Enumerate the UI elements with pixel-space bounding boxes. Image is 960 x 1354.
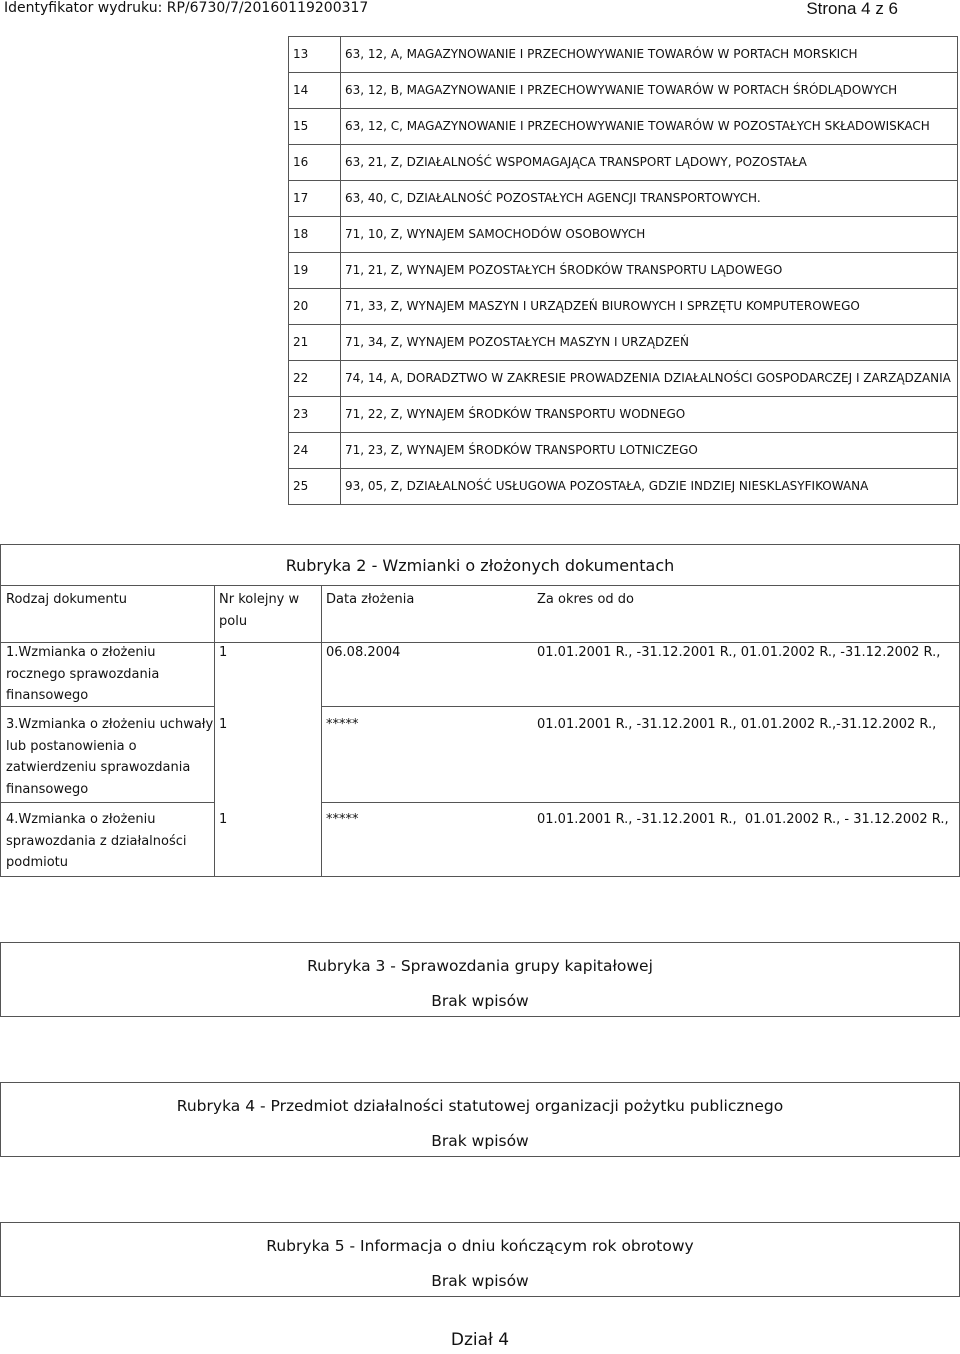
table-row: [289, 145, 958, 181]
row-number: 14: [289, 73, 341, 109]
rubryka-2-title: Rubryka 2 - Wzmianki o złożonych dokumentach: [285, 556, 675, 575]
table-row: [289, 289, 958, 325]
row-text: 93, 05, Z, DZIAŁALNOŚĆ USŁUGOWA POZOSTAŁA, GDZIE INDZIEJ NIESKLASYFIKOWANA: [341, 469, 958, 505]
row-text: 63, 12, C, MAGAZYNOWANIE I PRZECHOWYWANIE TOWARÓW W POZOSTAŁYCH SKŁADOWISKACH: [341, 109, 958, 145]
row-text: 71, 22, Z, WYNAJEM ŚRODKÓW TRANSPORTU WODNEGO: [341, 397, 958, 433]
rubryka-5-section: [0, 1222, 960, 1297]
row-number: 13: [289, 37, 341, 73]
page-number: Strona 4 z 6: [806, 0, 898, 18]
table-row: [289, 217, 958, 253]
period-cell: 01.01.2001 R., -31.12.2001 R., 01.01.2002 R., - 31.12.2002 R.,: [537, 812, 949, 827]
table-row: [289, 181, 958, 217]
divider: [1, 585, 959, 586]
filing-date-cell: *****: [326, 717, 359, 732]
row-number: 21: [289, 325, 341, 361]
rubryka-4-status: Brak wpisów: [431, 1132, 529, 1150]
rubryka-5-title: Rubryka 5 - Informacja o dniu kończącym rok obrotowy: [266, 1237, 694, 1255]
header-doc-type: Rodzaj dokumentu: [6, 592, 127, 607]
row-text: 63, 12, A, MAGAZYNOWANIE I PRZECHOWYWANIE TOWARÓW W PORTACH MORSKICH: [341, 37, 958, 73]
field-number-cell: 1: [219, 645, 228, 660]
rubryka-3-section: [0, 942, 960, 1017]
rubryka-4-title: Rubryka 4 - Przedmiot działalności statutowej organizacji pożytku publicznego: [176, 1097, 784, 1115]
header-field-number: Nr kolejny w polu: [219, 592, 300, 629]
rubryka-5-status: Brak wpisów: [431, 1272, 529, 1290]
table-row: [289, 73, 958, 109]
table-row: [289, 253, 958, 289]
row-number: 17: [289, 181, 341, 217]
table-row: [289, 433, 958, 469]
row-number: 24: [289, 433, 341, 469]
filing-date-cell: *****: [326, 812, 359, 827]
row-number: 19: [289, 253, 341, 289]
filing-date-cell: 06.08.2004: [326, 645, 401, 660]
table-row: [289, 109, 958, 145]
header-period: Za okres od do: [537, 592, 634, 607]
row-number: 18: [289, 217, 341, 253]
print-identifier: Identyfikator wydruku: RP/6730/7/20160119200317: [4, 0, 369, 16]
doc-type-cell: 3.Wzmianka o złożeniu uchwały lub postanowienia o zatwierdzeniu sprawozdania finansowego: [6, 717, 214, 797]
rubryka-4-section: [0, 1082, 960, 1157]
pkd-activity-table: [288, 36, 958, 505]
divider: [1, 706, 214, 707]
doc-type-cell: 4.Wzmianka o złożeniu sprawozdania z działalności podmiotu: [6, 812, 187, 870]
row-text: 71, 33, Z, WYNAJEM MASZYN I URZĄDZEŃ BIUROWYCH I SPRZĘTU KOMPUTEROWEGO: [341, 289, 958, 325]
divider: [1, 802, 214, 803]
divider: [321, 802, 959, 803]
row-text: 63, 40, C, DZIAŁALNOŚĆ POZOSTAŁYCH AGENCJI TRANSPORTOWYCH.: [341, 181, 958, 217]
field-number-cell: 1: [219, 812, 228, 827]
row-number: 20: [289, 289, 341, 325]
row-text: 63, 21, Z, DZIAŁALNOŚĆ WSPOMAGAJĄCA TRANSPORT LĄDOWY, POZOSTAŁA: [341, 145, 958, 181]
row-text: 71, 34, Z, WYNAJEM POZOSTAŁYCH MASZYN I URZĄDZEŃ: [341, 325, 958, 361]
field-number-cell: 1: [219, 717, 228, 732]
row-number: 22: [289, 361, 341, 397]
row-text: 71, 21, Z, WYNAJEM POZOSTAŁYCH ŚRODKÓW TRANSPORTU LĄDOWEGO: [341, 253, 958, 289]
header-filing-date: Data złożenia: [326, 592, 415, 607]
row-number: 25: [289, 469, 341, 505]
rubryka-2-section: [0, 544, 960, 877]
period-cell: 01.01.2001 R., -31.12.2001 R., 01.01.2002 R.,-31.12.2002 R.,: [537, 717, 937, 732]
column-divider: [321, 585, 322, 876]
column-divider: [214, 585, 215, 876]
table-row: [289, 397, 958, 433]
row-text: 63, 12, B, MAGAZYNOWANIE I PRZECHOWYWANIE TOWARÓW W PORTACH ŚRÓDLĄDOWYCH: [341, 73, 958, 109]
section-heading: Dział 4: [450, 1330, 510, 1350]
row-text: 71, 23, Z, WYNAJEM ŚRODKÓW TRANSPORTU LOTNICZEGO: [341, 433, 958, 469]
row-number: 23: [289, 397, 341, 433]
table-row: [289, 325, 958, 361]
rubryka-3-title: Rubryka 3 - Sprawozdania grupy kapitałowej: [307, 957, 653, 975]
divider: [321, 706, 959, 707]
doc-type-cell: 1.Wzmianka o złożeniu rocznego sprawozdania finansowego: [6, 645, 160, 703]
table-row: [289, 37, 958, 73]
row-number: 16: [289, 145, 341, 181]
row-text: 74, 14, A, DORADZTWO W ZAKRESIE PROWADZENIA DZIAŁALNOŚCI GOSPODARCZEJ I ZARZĄDZANIA: [341, 361, 958, 397]
rubryka-3-status: Brak wpisów: [431, 992, 529, 1010]
table-row: [289, 469, 958, 505]
row-number: 15: [289, 109, 341, 145]
row-text: 71, 10, Z, WYNAJEM SAMOCHODÓW OSOBOWYCH: [341, 217, 958, 253]
table-row: [289, 361, 958, 397]
period-cell: 01.01.2001 R., -31.12.2001 R., 01.01.2002 R., -31.12.2002 R.,: [537, 645, 941, 660]
